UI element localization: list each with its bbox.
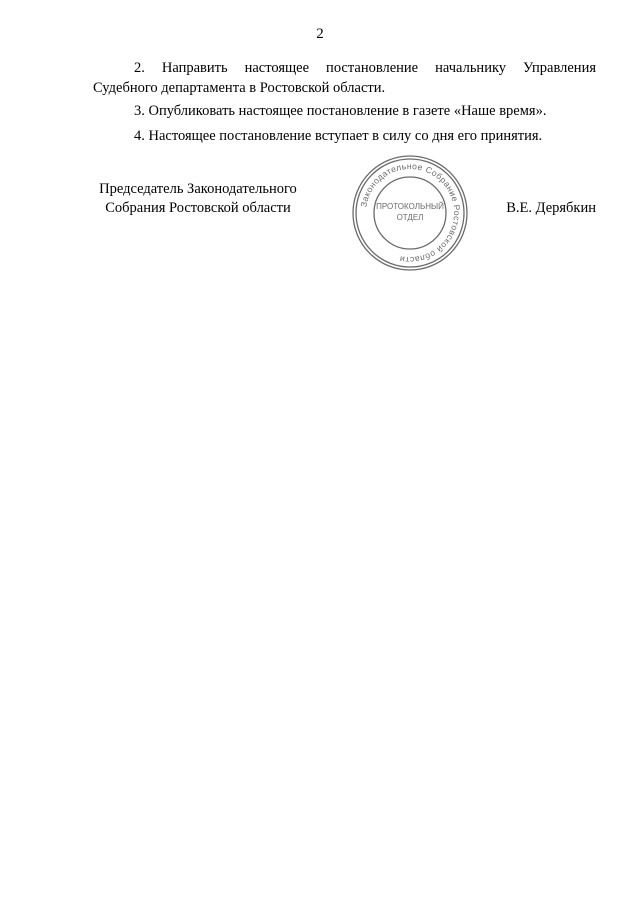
stamp-center-line-2: ОТДЕЛ — [396, 213, 424, 222]
page-number: 2 — [316, 26, 324, 42]
stamp-ring-text: Законодательное Собрание Ростовской области — [358, 160, 463, 266]
official-stamp — [350, 153, 470, 273]
signatory-title — [88, 180, 308, 218]
paragraph-item-2-line-1: 2. Направить настоящее постановление начальнику Управления — [134, 60, 596, 76]
paragraph-item-3: 3. Опубликовать настоящее постановление в газете «Наше время». — [134, 103, 547, 119]
paragraph-item-2-line-2: Судебного департамента в Ростовской области. — [93, 80, 386, 96]
paragraph-item-4: 4. Настоящее постановление вступает в силу со дня его принятия. — [134, 128, 543, 144]
stamp-center-line-1: ПРОТОКОЛЬНЫЙ — [376, 202, 444, 211]
signatory-title-line-1: Председатель Законодательного — [99, 181, 297, 197]
signatory-name: В.Е. Дерябкин — [506, 200, 596, 216]
paragraph-item-2 — [93, 58, 596, 98]
signatory-title-line-2: Собрания Ростовской области — [105, 200, 291, 216]
